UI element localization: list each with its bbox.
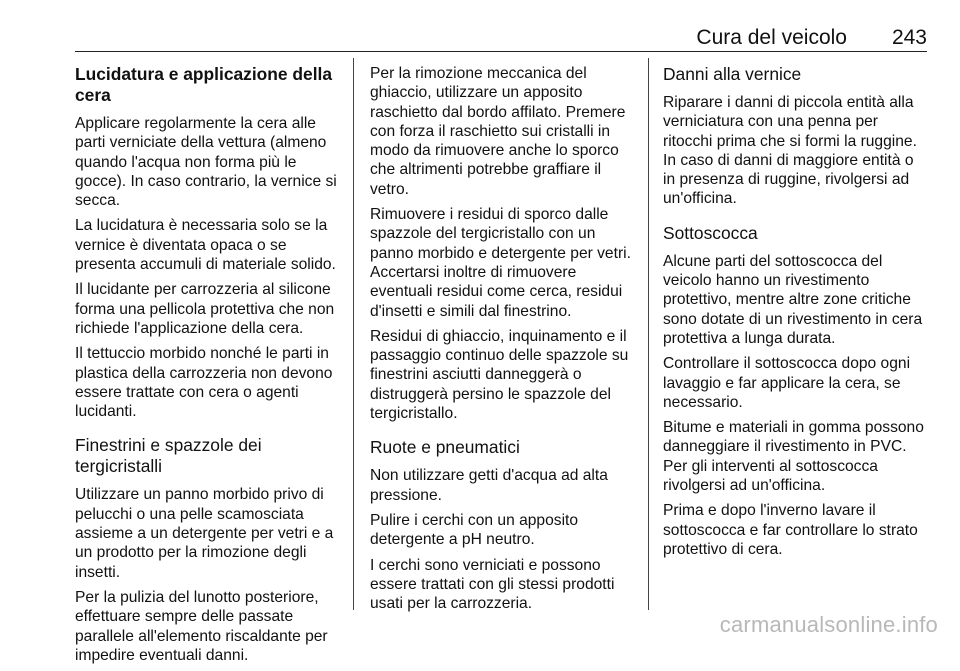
paragraph: Prima e dopo l'inverno lavare il sottoscocca e far controllare lo strato protettivo di cera. xyxy=(663,502,918,558)
column-left xyxy=(75,64,343,671)
heading-waxing: Lucidatura e applicazione della cera xyxy=(75,64,333,105)
watermark: carmanualsonline.info xyxy=(719,612,938,637)
paragraph: Bitume e materiali in gomma possono danneggiare il rivestimento in PVC. Per gli interventi al sottoscocca rivolgersi ad un'officina. xyxy=(663,419,924,495)
column-divider-left xyxy=(353,58,354,610)
paragraph: Per la rimozione meccanica del ghiaccio, utilizzare un apposito raschietto dal bordo affilato. Premere con forza il raschietto sui cristalli in modo da rimuovere anche lo sporco che altrimenti potrebbe graffiare il vetro. xyxy=(370,65,626,198)
heading-underbody: Sottoscocca xyxy=(663,222,758,243)
paragraph: Controllare il sottoscocca dopo ogni lavaggio e far applicare la cera, se necessario. xyxy=(663,355,911,411)
paragraph: Alcune parti del sottoscocca del veicolo hanno un rivestimento protettivo, mentre altre zone critiche sono dotate di un rivestimento in cera protettiva a lunga durata. xyxy=(663,252,923,347)
paragraph: La lucidatura è necessaria solo se la vernice è diventata opaca o se presenta accumuli di materiale solido. xyxy=(75,217,336,274)
paragraph: Residui di ghiaccio, inquinamento e il passaggio continuo delle spazzole su finestrini asciutti danneggerà o distruggerà persino le spazzole del tergicristallo. xyxy=(370,327,629,423)
section-title: Cura del veicolo xyxy=(696,26,847,49)
column-right xyxy=(663,64,929,565)
paragraph: Il tettuccio morbido nonché le parti in plastica della carrozzeria non devono essere trattate con cera o agenti lucidanti. xyxy=(75,345,333,421)
heading-paint-damage: Danni alla vernice xyxy=(663,64,802,84)
header-rule xyxy=(75,51,927,52)
paragraph: I cerchi sono verniciati e possono essere trattati con gli stessi prodotti usati per la carrozzeria. xyxy=(370,556,615,613)
page-number: 243 xyxy=(891,26,927,49)
heading-windows-wipers: Finestrini e spazzole dei tergicristalli xyxy=(75,435,262,477)
column-divider-right xyxy=(648,58,649,610)
paragraph: Rimuovere i residui di sporco dalle spazzole del tergicristallo con un panno morbido e detergente per vetri. Accertarsi inoltre di rimuovere eventuali residui come cerca, residui d'insetti e simili dal finestrino. xyxy=(370,206,631,320)
column-middle xyxy=(370,64,636,619)
paragraph: Il lucidante per carrozzeria al silicone forma una pellicola protettiva che non richiede l'applicazione della cera. xyxy=(75,281,335,337)
paragraph: Utilizzare un panno morbido privo di pelucchi o una pelle scamosciata assieme a un detergente per vetri e a un prodotto per la rimozione degli insetti. xyxy=(75,486,334,581)
paragraph: Applicare regolarmente la cera alle parti verniciate della vettura (almeno quando l'acqua non forma più le gocce). In caso contrario, la vernice si secca. xyxy=(75,115,337,210)
paragraph: Pulire i cerchi con un apposito detergente a pH neutro. xyxy=(370,511,579,549)
paragraph: Non utilizzare getti d'acqua ad alta pressione. xyxy=(370,467,608,504)
heading-wheels-tyres: Ruote e pneumatici xyxy=(370,437,520,458)
paragraph: Riparare i danni di piccola entità alla verniciatura con una penna per ritocchi prima che si formi la ruggine. In caso di danni di maggiore entità o in presenza di ruggine, rivolgersi ad un'officina. xyxy=(663,94,917,208)
page-header xyxy=(75,18,927,52)
paragraph: Per la pulizia del lunotto posteriore, effettuare sempre delle passate parallele all'elemento riscaldante per impedire eventuali danni. xyxy=(75,588,328,664)
